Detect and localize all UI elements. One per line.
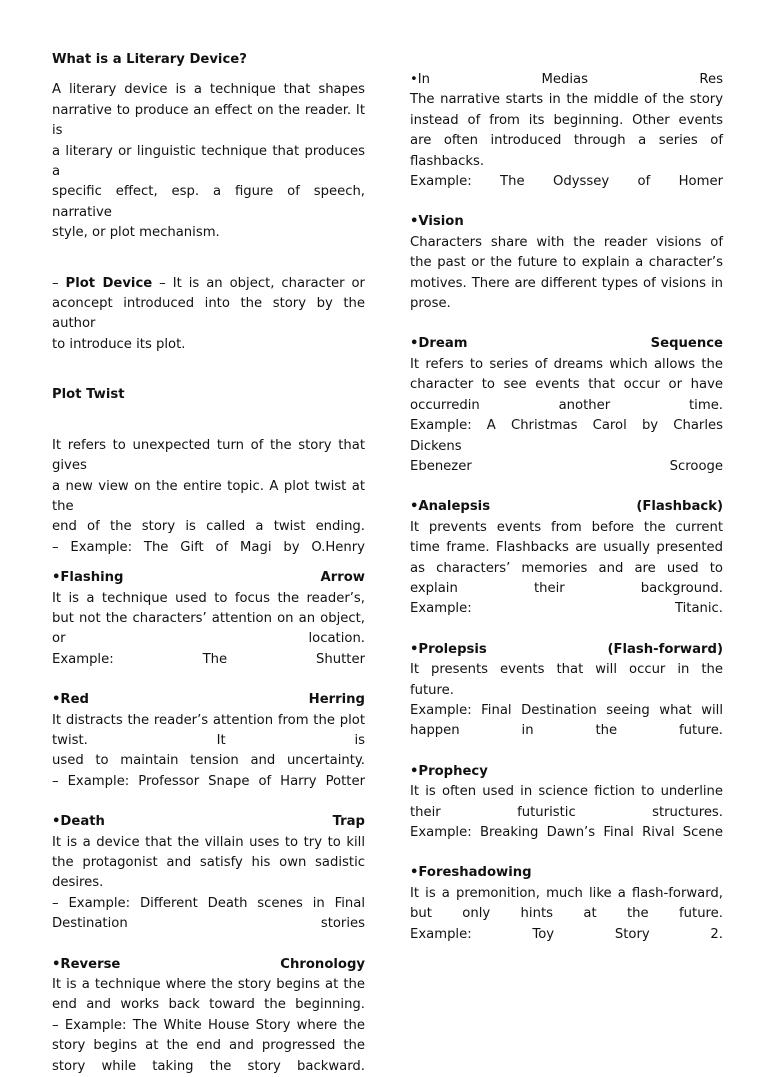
red-herring-line: – Example: Professor Snape of Harry Potter: [52, 773, 365, 789]
in-medias-res-line: Example: The Odyssey of Homer: [410, 174, 723, 190]
reverse-chronology-section: [52, 955, 365, 1077]
intro-line: style, or plot mechanism.: [52, 225, 220, 241]
foreshadowing-line: Example: Toy Story 2.: [410, 926, 723, 942]
red-herring-section: [52, 690, 365, 792]
prophecy-line: It is often used in science fiction to underline: [410, 784, 723, 800]
death-trap-line: – Example: Different Death scenes in Final: [52, 895, 365, 911]
plot-device-line: aconcept introduced into the story by the author: [52, 296, 365, 332]
in-medias-res-line: are often introduced through a series of: [410, 133, 723, 149]
right-column: [410, 70, 723, 945]
prophecy-heading: •Prophecy: [410, 763, 488, 779]
heading-word: •Analepsis: [410, 499, 491, 515]
dream-sequence-line: It refers to series of dreams which allows the: [410, 356, 723, 372]
analepsis-section: [410, 497, 723, 619]
intro-line: a literary or linguistic technique that produces a: [52, 143, 365, 180]
plot-twist-heading: Plot Twist: [52, 387, 125, 403]
death-trap-line: Destination stories: [52, 916, 365, 932]
reverse-chronology-heading: [52, 955, 365, 975]
heading-word: Arrow: [320, 570, 365, 586]
prophecy-line: Example: Breaking Dawn’s Final Rival Scene: [410, 825, 723, 840]
heading-word: •Dream: [410, 336, 468, 352]
prophecy-line: their futuristic structures.: [410, 804, 723, 820]
vision-line: the past or the future to explain a character’s: [410, 255, 723, 271]
foreshadowing-line: It is a premonition, much like a flash-forward,: [410, 885, 723, 901]
foreshadowing-section: [410, 863, 723, 945]
plot-device-term: Plot Device: [65, 275, 153, 291]
flashing-arrow-line: It is a technique used to focus the reader’s,: [52, 590, 365, 606]
plot-twist-line: a new view on the entire topic. A plot twist at the: [52, 478, 365, 514]
plot-twist-line: – Example: The Gift of Magi by O.Henry: [52, 539, 365, 555]
red-herring-line: used to maintain tension and uncertainty.: [52, 753, 365, 769]
heading-word: Herring: [308, 692, 365, 708]
reverse-chronology-line: – Example: The White House Story where the: [52, 1017, 365, 1033]
prolepsis-line: Example: Final Destination seeing what will: [410, 702, 723, 718]
reverse-chronology-line: story begins at the end and progressed the: [52, 1038, 365, 1054]
plot-device-first-line: [52, 274, 365, 294]
plot-device-section: [52, 274, 365, 356]
in-medias-res-line: •In Medias Res: [410, 72, 723, 87]
prolepsis-section: [410, 640, 723, 742]
red-herring-heading: [52, 690, 365, 710]
analepsis-line: as characters’ memories and are used to: [410, 560, 723, 576]
vision-heading: •Vision: [410, 214, 464, 230]
reverse-chronology-line: story while taking the story backward.: [52, 1058, 365, 1074]
vision-line: motives. There are different types of visions in: [410, 275, 723, 291]
intro-line: A literary device is a technique that shapes: [52, 82, 365, 98]
flashing-arrow-line: or location.: [52, 631, 365, 647]
red-herring-line: It distracts the reader’s attention from the plot: [52, 712, 365, 728]
analepsis-heading: [410, 497, 723, 517]
flashing-arrow-section: [52, 568, 365, 670]
dream-sequence-line: Ebenezer Scrooge: [410, 458, 723, 474]
plot-device-rest: – It is an object, character or: [159, 275, 365, 291]
heading-word: Sequence: [650, 336, 723, 352]
dream-sequence-heading: [410, 334, 723, 354]
reverse-chronology-line: end and works back toward the beginning.: [52, 997, 365, 1013]
left-column: [52, 50, 365, 1077]
dash: –: [52, 275, 59, 291]
in-medias-res-line: flashbacks.: [410, 153, 485, 169]
heading-word: •Flashing: [52, 570, 124, 586]
plot-twist-line: It refers to unexpected turn of the story that gives: [52, 437, 365, 474]
plot-device-line: to introduce its plot.: [52, 336, 186, 352]
heading-word: •Reverse: [52, 956, 121, 972]
vision-line: Characters share with the reader visions of: [410, 234, 723, 250]
vision-section: [410, 212, 723, 314]
intro-line: specific effect, esp. a figure of speech, narrative: [52, 184, 365, 220]
plot-twist-line: end of the story is called a twist ending.: [52, 519, 365, 535]
dream-sequence-line: occurredin another time.: [410, 397, 723, 413]
heading-word: Chronology: [280, 956, 365, 972]
heading-word: Trap: [332, 814, 365, 830]
prolepsis-line: It presents events that will occur in the: [410, 662, 723, 678]
analepsis-line: time frame. Flashbacks are usually presented: [410, 540, 723, 556]
death-trap-line: desires.: [52, 875, 104, 891]
in-medias-res-line: instead of from its beginning. Other events: [410, 112, 723, 128]
analepsis-line: It prevents events from before the current: [410, 519, 723, 535]
reverse-chronology-line: It is a technique where the story begins at the: [52, 977, 365, 993]
foreshadowing-heading: •Foreshadowing: [410, 865, 532, 881]
dream-sequence-line: Example: A Christmas Carol by Charles Dickens: [410, 418, 723, 454]
heading-word: •Prolepsis: [410, 641, 487, 657]
vision-line: prose.: [410, 296, 451, 312]
heading-word: •Death: [52, 814, 105, 830]
in-medias-res-section: [410, 70, 723, 192]
heading-word: (Flash-forward): [607, 641, 723, 657]
death-trap-line: It is a device that the villain uses to try to kill: [52, 834, 365, 850]
flashing-arrow-line: but not the characters’ attention on an object,: [52, 610, 365, 626]
heading-word: (Flashback): [636, 499, 723, 515]
death-trap-heading: [52, 812, 365, 832]
intro-line: narrative to produce an effect on the reader. It is: [52, 102, 365, 139]
prolepsis-line: happen in the future.: [410, 723, 723, 739]
dream-sequence-line: character to see events that occur or have: [410, 377, 723, 393]
prophecy-section: [410, 762, 723, 844]
intro-paragraph: [52, 80, 365, 243]
heading-word: •Red: [52, 692, 89, 708]
flashing-arrow-line: Example: The Shutter: [52, 651, 365, 667]
foreshadowing-line: but only hints at the future.: [410, 906, 723, 922]
dream-sequence-section: [410, 334, 723, 477]
analepsis-line: Example: Titanic.: [410, 601, 723, 617]
death-trap-section: [52, 812, 365, 934]
analepsis-line: explain their background.: [410, 580, 723, 596]
prolepsis-heading: [410, 640, 723, 660]
red-herring-line: twist. It is: [52, 732, 365, 748]
plot-twist-section: [52, 436, 365, 558]
in-medias-res-line: The narrative starts in the middle of the story: [410, 92, 723, 108]
prolepsis-line: future.: [410, 682, 454, 698]
flashing-arrow-heading: [52, 568, 365, 588]
death-trap-line: the protagonist and satisfy his own sadistic: [52, 855, 365, 870]
document-title: What is a Literary Device?: [52, 52, 247, 67]
